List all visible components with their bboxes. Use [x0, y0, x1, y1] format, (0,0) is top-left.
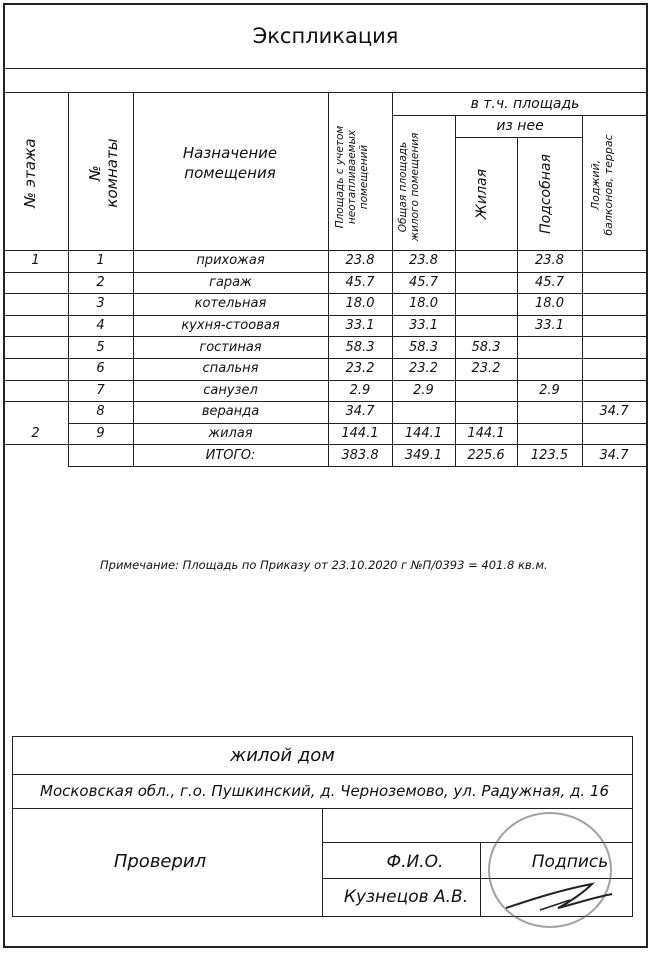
table-cell-e: 34.7	[599, 404, 629, 420]
table-cell-c: 225.6	[467, 447, 505, 463]
table-cell-e	[582, 315, 646, 337]
table-cell-a: 383.8	[341, 447, 379, 463]
table-cell-name: ИТОГО:	[205, 447, 256, 463]
table-cell-e	[582, 293, 646, 315]
table-cell-e	[582, 272, 646, 294]
checked-label: Проверил	[113, 850, 207, 872]
table-cell-e	[582, 250, 646, 272]
block-line	[480, 842, 481, 916]
table-cell-a: 2.9	[349, 382, 371, 398]
header-line	[455, 137, 582, 138]
table-cell-b: 23.2	[409, 361, 438, 377]
header-area-with: Площадь с учетом неотапливаемых помещений	[334, 125, 371, 229]
header-floor: № этажа	[21, 138, 39, 208]
table-cell-b: 45.7	[409, 274, 438, 290]
table-cell-b: 349.1	[404, 447, 443, 463]
row-line	[68, 466, 646, 467]
table-cell-c	[455, 250, 517, 272]
block-line	[12, 774, 633, 775]
document-title: Экспликация	[3, 3, 648, 69]
header-auxiliary: Подсобная	[538, 154, 554, 234]
table-cell-floor	[3, 293, 68, 315]
table-cell-e	[582, 358, 646, 380]
table-cell-room: 6	[96, 361, 105, 377]
block-line	[322, 808, 323, 916]
table-cell-d: 45.7	[535, 274, 564, 290]
table-cell-room	[68, 444, 133, 466]
table-cell-room: 8	[96, 404, 105, 420]
header-loggias: Лоджий, балконов, террас	[589, 134, 615, 236]
table-cell-name: спальня	[202, 361, 259, 377]
table-cell-a: 34.7	[345, 404, 375, 420]
table-cell-room: 3	[96, 296, 105, 312]
table-cell-d	[517, 336, 582, 358]
table-cell-c	[455, 315, 517, 337]
table-cell-room: 1	[96, 253, 105, 269]
table-cell-d	[517, 358, 582, 380]
block-line	[632, 736, 633, 916]
table-cell-c: 144.1	[467, 426, 505, 442]
table-cell-floor	[3, 401, 68, 423]
table-cell-d	[517, 423, 582, 445]
table-cell-b: 144.1	[404, 426, 443, 442]
table-cell-a: 45.7	[345, 274, 375, 290]
table-cell-floor	[3, 444, 68, 466]
table-cell-c	[455, 293, 517, 315]
table-cell-room: 9	[96, 426, 105, 442]
table-cell-d: 33.1	[535, 318, 564, 334]
table-cell-d: 23.8	[535, 253, 564, 269]
address: Московская обл., г.о. Пушкинский, д. Черноземово, ул. Радужная, д. 16	[40, 782, 609, 800]
note-text: Примечание: Площадь по Приказу от 23.10.2020 г №П/0393 = 401.8 кв.м.	[100, 558, 548, 572]
header-purpose: Назначение помещения	[182, 143, 278, 182]
table-cell-b: 18.0	[409, 296, 438, 312]
header-incl-area: в т.ч. площадь	[470, 96, 580, 112]
table-cell-c	[455, 272, 517, 294]
object-type: жилой дом	[230, 744, 335, 766]
table-cell-floor: 1	[31, 253, 40, 269]
fio-label: Ф.И.О.	[386, 852, 444, 872]
table-cell-d: 2.9	[539, 382, 560, 398]
table-cell-c	[455, 380, 517, 402]
table-cell-c: 58.3	[471, 339, 501, 355]
table-cell-a: 58.3	[345, 339, 375, 355]
table-cell-a: 18.0	[345, 296, 375, 312]
block-line	[12, 736, 633, 737]
table-cell-name: жилая	[208, 426, 253, 442]
table-cell-floor	[3, 315, 68, 337]
table-cell-b: 33.1	[409, 318, 438, 334]
table-cell-name: кухня-стоовая	[181, 318, 280, 334]
table-cell-e	[582, 380, 646, 402]
table-cell-e: 34.7	[599, 447, 629, 463]
table-cell-floor	[3, 272, 68, 294]
fio-value: Кузнецов А.В.	[343, 887, 469, 907]
table-cell-name: санузел	[203, 382, 258, 398]
table-cell-d: 123.5	[530, 447, 569, 463]
table-cell-name: гараж	[209, 274, 252, 290]
table-cell-d: 18.0	[535, 296, 564, 312]
table-cell-room: 4	[96, 318, 105, 334]
table-cell-c: 23.2	[471, 361, 501, 377]
header-band	[3, 69, 648, 93]
header-total-living: Общая площадь жилого помещения	[397, 132, 422, 242]
table-cell-name: веранда	[201, 404, 260, 420]
table-cell-floor	[3, 380, 68, 402]
table-cell-b: 58.3	[409, 339, 438, 355]
signature-image	[500, 870, 620, 920]
table-cell-e	[582, 336, 646, 358]
table-cell-a: 33.1	[345, 318, 375, 334]
table-cell-d	[517, 401, 582, 423]
signature-label: Подпись	[531, 852, 609, 872]
table-cell-room: 7	[96, 382, 105, 398]
header-living: Жилая	[474, 168, 490, 220]
table-cell-b: 23.8	[409, 253, 438, 269]
table-cell-name: котельная	[194, 296, 267, 312]
table-cell-room: 2	[96, 274, 105, 290]
table-cell-floor	[3, 336, 68, 358]
table-cell-c	[455, 401, 517, 423]
table-cell-room: 5	[96, 339, 105, 355]
table-cell-floor	[3, 358, 68, 380]
table-cell-a: 23.8	[345, 253, 375, 269]
table-cell-floor: 2	[31, 426, 40, 442]
header-room: № комнаты	[86, 138, 122, 208]
table-cell-name: прихожая	[196, 253, 265, 269]
header-of-which: из нее	[496, 118, 544, 134]
table-cell-a: 23.2	[345, 361, 375, 377]
table-cell-e	[582, 423, 646, 445]
table-cell-b: 2.9	[413, 382, 434, 398]
table-cell-name: гостиная	[199, 339, 262, 355]
block-line	[12, 736, 13, 916]
table-cell-b	[392, 401, 455, 423]
table-cell-a: 144.1	[341, 426, 379, 442]
